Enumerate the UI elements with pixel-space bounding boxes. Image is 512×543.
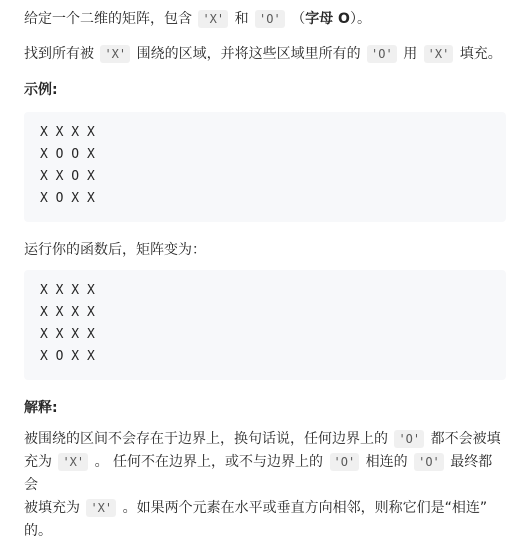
explanation-line-2 [24, 451, 506, 497]
expl-text: 相连的 [365, 454, 408, 470]
intro-line-1 [24, 8, 371, 28]
expl-text: 。如果两个元素在水平或垂直方向相邻，则称它们是“相连” [122, 500, 488, 516]
code-x: 'X' [424, 45, 454, 63]
explanation-paragraph [24, 428, 506, 543]
matrix-row: X X O X [40, 169, 95, 184]
expl-text: 最终都会 [24, 454, 493, 493]
code-o: 'O' [414, 453, 444, 471]
line2-use: 用 [403, 46, 418, 62]
code-x: 'X' [86, 499, 116, 517]
code-x: 'X' [100, 45, 130, 63]
matrix-row: X X X X [40, 283, 95, 298]
code-o: 'O' [367, 45, 397, 63]
explanation-heading: 解释: [24, 400, 58, 416]
intro-line-2 [24, 43, 502, 63]
intro-text: 给定一个二维的矩阵，包含 [24, 11, 192, 27]
matrix-row: X O X X [40, 349, 95, 364]
code-o: 'O' [330, 453, 360, 471]
expl-text: 被围绕的区间不会存在于边界上，换句话说，任何边界上的 [24, 431, 388, 447]
explanation-line-1 [24, 428, 506, 451]
expl-text: 。 任何不在边界上，或不与边界上的 [94, 454, 324, 470]
code-x: 'X' [198, 10, 228, 28]
line2-prefix: 找到所有被 [24, 46, 94, 62]
matrix-before-block [24, 112, 506, 222]
code-x: 'X' [58, 453, 88, 471]
line2-mid: 围绕的区域，并将这些区域里所有的 [136, 46, 361, 62]
code-o: 'O' [394, 430, 424, 448]
matrix-row: X O X X [40, 191, 95, 206]
line2-end: 填充。 [459, 46, 502, 62]
expl-text: 都不会被填 [430, 431, 501, 447]
letter-note: 字母 O [305, 11, 350, 27]
explanation-line-4: 的。 [24, 523, 52, 539]
after-text: 运行你的函数后，矩阵变为： [24, 242, 206, 258]
expl-text: 被填充为 [24, 500, 80, 516]
and-text: 和 [234, 11, 249, 27]
matrix-after-block [24, 270, 506, 380]
expl-text: 充为 [24, 454, 52, 470]
explanation-line-3 [24, 497, 506, 520]
paren-close: ）。 [349, 11, 371, 27]
matrix-row: X X X X [40, 305, 95, 320]
matrix-row: X O O X [40, 147, 95, 162]
example-heading: 示例: [24, 82, 58, 98]
matrix-row: X X X X [40, 327, 95, 342]
code-o: 'O' [255, 10, 285, 28]
matrix-row: X X X X [40, 125, 95, 140]
paren-open: （ [291, 11, 306, 27]
